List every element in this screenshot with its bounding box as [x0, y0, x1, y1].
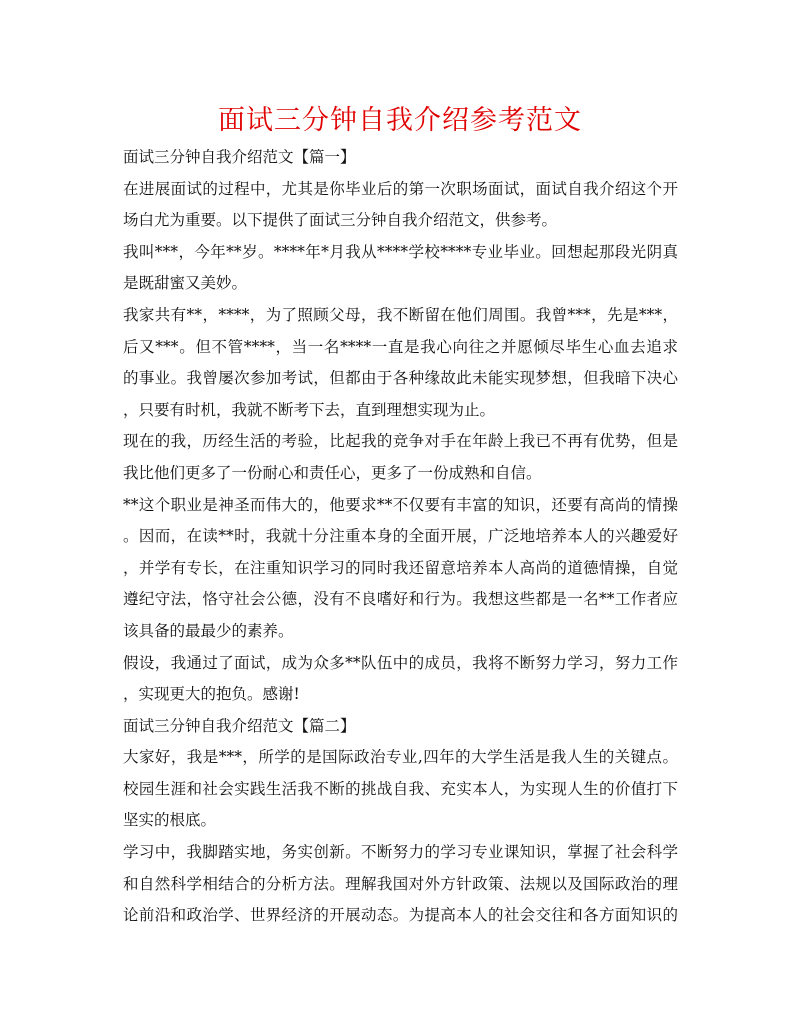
body-text-line: 学习中，我脚踏实地，务实创新。不断努力的学习专业课知识，掌握了社会科学 — [123, 843, 678, 862]
document-title: 面试三分钟自我介绍参考范文 — [218, 105, 582, 136]
body-text-line: ，只要有时机，我就不断考下去，直到理想实现为止。 — [123, 400, 496, 419]
body-text-line: 。因而，在读**时，我就十分注重本身的全面开展，广泛地培养本人的兴趣爱好 — [123, 527, 678, 546]
body-text-line: 和自然科学相结合的分析方法。理解我国对外方针政策、法规以及国际政治的理 — [123, 874, 678, 893]
document-body — [123, 142, 678, 932]
body-text-line: 假设，我通过了面试，成为众多**队伍中的成员，我将不断努力学习，努力工作 — [123, 653, 678, 672]
body-text-line: 后又***。但不管****，当一名****一直是我心向往之并愿倾尽毕生心血去追求 — [123, 337, 678, 356]
body-text-line: 我家共有**，****，为了照顾父母，我不断留在他们周围。我曾***，先是***， — [123, 305, 678, 324]
body-text-line: 大家好，我是***，所学的是国际政治专业,四年的大学生活是我人生的关键点。 — [123, 748, 678, 767]
body-text-line: 的事业。我曾屡次参加考试，但都由于各种缘故此未能实现梦想，但我暗下决心 — [123, 369, 678, 388]
body-text-line: 遵纪守法，恪守社会公德，没有不良嗜好和行为。我想这些都是一名**工作者应 — [123, 590, 678, 609]
body-text-line: 我比他们更多了一份耐心和责任心，更多了一份成熟和自信。 — [123, 463, 542, 482]
body-text-line: ，并学有专长，在注重知识学习的同时我还留意培养本人高尚的道德情操，自觉 — [123, 558, 678, 577]
body-text-line: 是既甜蜜又美妙。 — [123, 274, 248, 293]
body-text-line: 在进展面试的过程中，尤其是你毕业后的第一次职场面试，面试自我介绍这个开 — [123, 179, 678, 198]
body-text-line: 坚实的根底。 — [123, 811, 217, 830]
body-text-line: 我叫***，今年**岁。****年*月我从****学校****专业毕业。回想起那段光阴真 — [123, 242, 678, 261]
body-text-line: 场白尤为重要。以下提供了面试三分钟自我介绍范文，供参考。 — [123, 211, 558, 230]
body-text-line: 现在的我，历经生活的考验，比起我的竞争对手在年龄上我已不再有优势，但是 — [123, 432, 678, 451]
body-text-line: 该具备的最最少的素养。 — [123, 621, 294, 640]
body-text-line: 校园生涯和社会实践生活我不断的挑战自我、充实本人，为实现人生的价值打下 — [123, 779, 678, 798]
body-text-line: ，实现更大的抱负。感谢! — [123, 685, 300, 704]
body-text-line: 面试三分钟自我介绍范文【篇二】 — [123, 716, 356, 735]
body-text-line: 论前沿和政治学、世界经济的开展动态。为提高本人的社会交往和各方面知识的 — [123, 906, 678, 925]
body-text-line: **这个职业是神圣而伟大的，他要求**不仅要有丰富的知识，还要有高尚的情操 — [123, 495, 678, 514]
body-text-line: 面试三分钟自我介绍范文【篇一】 — [123, 148, 356, 166]
